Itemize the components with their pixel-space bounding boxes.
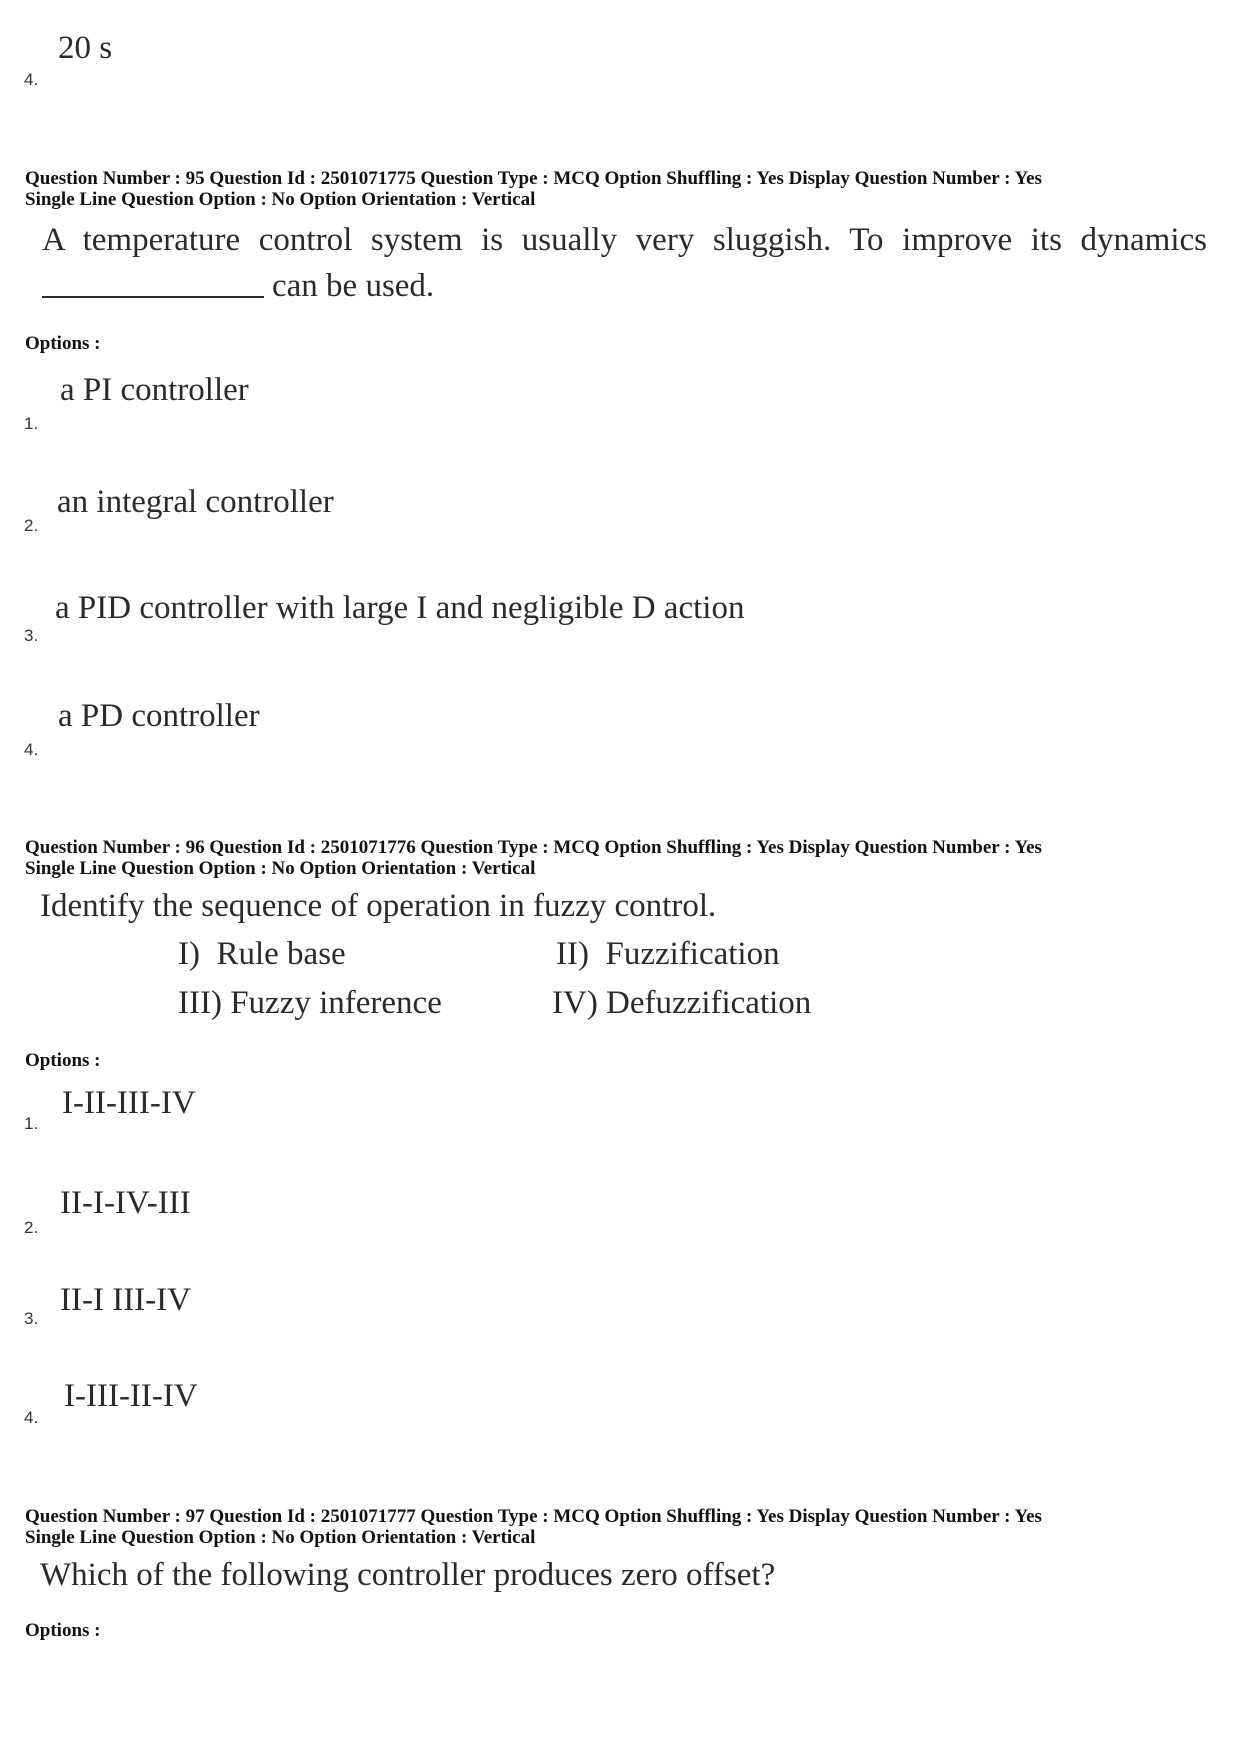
question-95-option-1-text[interactable]: a PI controller [60,372,249,408]
question-97-text-line1: Which of the following controller produces zero offset? [40,1557,776,1593]
question-95-options-label: Options : [25,333,101,354]
question-96-option-2-text[interactable]: II-I-IV-III [60,1185,191,1221]
question-95-text-line2-wrap [42,266,434,305]
question-96-item-3: III) Fuzzy inference [178,985,442,1021]
question-96-item-2: II) Fuzzification [556,936,780,972]
question-95-option-2-text[interactable]: an integral controller [57,484,334,520]
question-96-option-3-text[interactable]: II-I III-IV [60,1282,191,1318]
question-97-meta-line2: Single Line Question Option : No Option Orientation : Vertical [25,1527,536,1548]
question-96-text-line1: Identify the sequence of operation in fuzzy control. [40,888,717,924]
question-95-option-4-text[interactable]: a PD controller [58,698,260,734]
question-96-item-1: I) Rule base [178,936,346,972]
question-95-text-line1: A temperature control system is usually very sluggish. To improve its dynamics [42,222,1207,258]
question-97-meta-line1: Question Number : 97 Question Id : 2501071777 Question Type : MCQ Option Shuffling : Yes Display Question Number : Yes [25,1506,1042,1527]
question-95-meta-line2: Single Line Question Option : No Option Orientation : Vertical [25,189,536,210]
question-96-option-3-number: 3. [24,1309,39,1328]
question-96-option-4-number: 4. [24,1408,39,1427]
fill-in-blank [42,266,264,298]
question-95-meta-line1: Question Number : 95 Question Id : 2501071775 Question Type : MCQ Option Shuffling : Yes Display Question Number : Yes [25,168,1042,189]
question-96-option-1-number: 1. [24,1114,39,1133]
question-95-option-2-number: 2. [24,516,39,535]
prev-option-4-text: 20 s [58,30,113,66]
question-96-item-4: IV) Defuzzification [552,985,812,1021]
question-95-text-line2: can be used. [272,268,435,304]
question-95-option-1-number: 1. [24,414,39,433]
question-96-meta-line2: Single Line Question Option : No Option Orientation : Vertical [25,858,536,879]
question-96-option-4-text[interactable]: I-III-II-IV [64,1378,198,1414]
prev-option-4-number: 4. [24,70,39,89]
question-95-option-4-number: 4. [24,740,39,759]
question-96-meta-line1: Question Number : 96 Question Id : 2501071776 Question Type : MCQ Option Shuffling : Yes Display Question Number : Yes [25,837,1042,858]
question-97-options-label: Options : [25,1620,101,1641]
question-96-options-label: Options : [25,1050,101,1071]
question-96-option-1-text[interactable]: I-II-III-IV [62,1085,196,1121]
question-95-option-3-number: 3. [24,626,39,645]
question-96-option-2-number: 2. [24,1218,39,1237]
question-95-option-3-text[interactable]: a PID controller with large I and negligible D action [55,590,745,626]
